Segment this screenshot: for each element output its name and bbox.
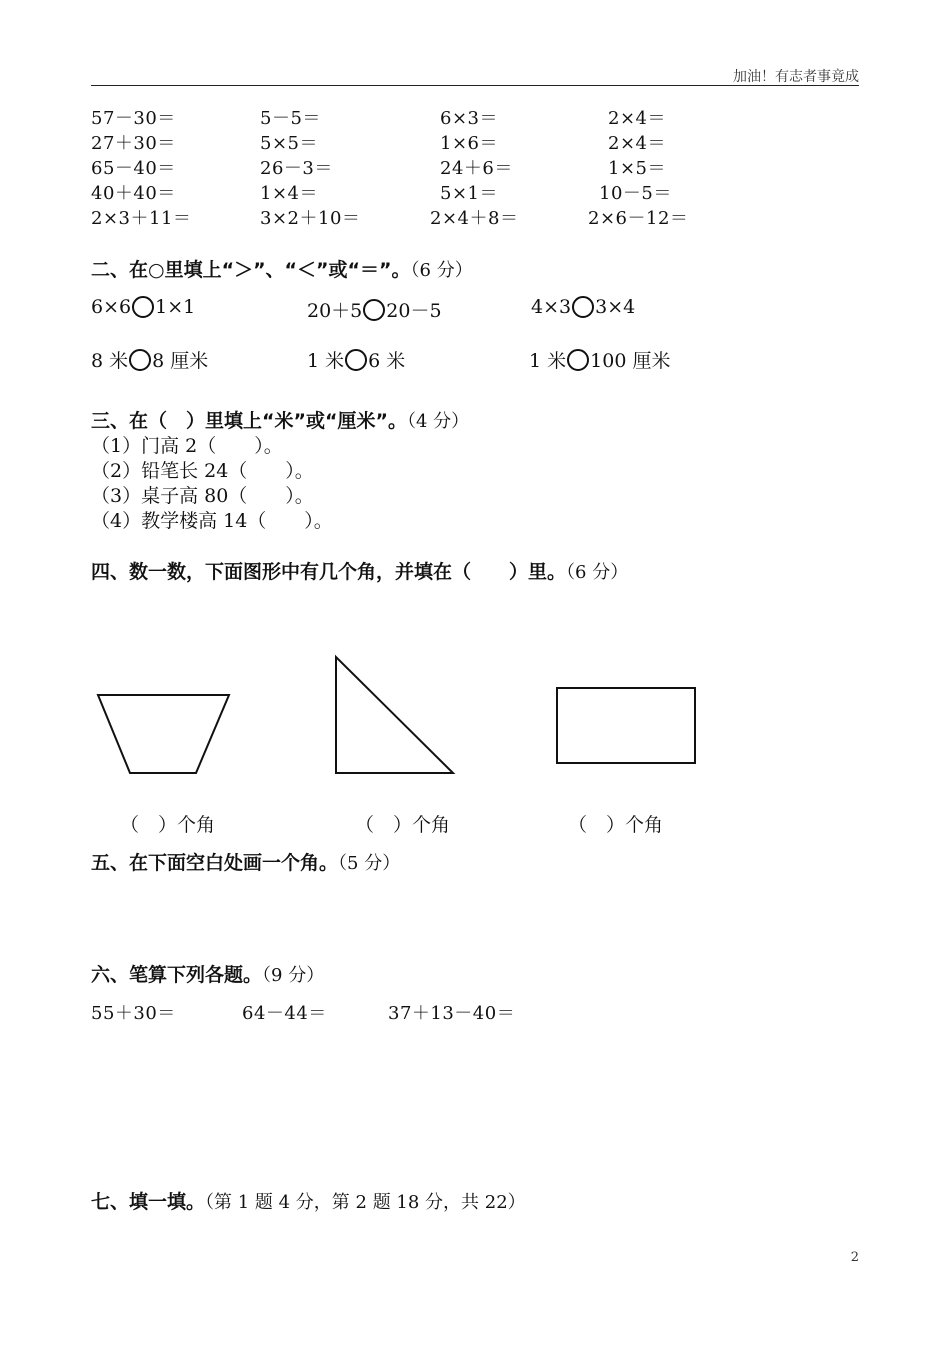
section6-title: 六、笔算下列各题。（9 分） xyxy=(91,964,325,986)
page-number: 2 xyxy=(850,1250,859,1265)
arith-item: 27＋30＝ xyxy=(91,133,176,154)
section5-title: 五、在下面空白处画一个角。（5 分） xyxy=(91,852,401,874)
corner-count-label: （ ）个角 xyxy=(568,814,664,836)
written-calc-item: 37＋13－40＝ xyxy=(388,1003,516,1024)
compare-item: 20＋5 20－5 xyxy=(307,300,442,322)
corner-count-label: （ ）个角 xyxy=(120,814,216,836)
written-calc-item: 64－44＝ xyxy=(242,1003,327,1024)
compare-item: 1 米 100 厘米 xyxy=(529,350,671,372)
section4-title: 四、数一数，下面图形中有几个角，并填在（ ）里。（6 分） xyxy=(91,561,629,583)
arith-item: 1×4＝ xyxy=(260,183,318,204)
arith-item: 5－5＝ xyxy=(260,108,321,129)
right-triangle-shape xyxy=(336,657,453,773)
fill-item: （2）铅笔长 24（ ）。 xyxy=(91,460,314,482)
section7-title: 七、填一填。（第 1 题 4 分，第 2 题 18 分，共 22） xyxy=(91,1191,526,1213)
rectangle-shape xyxy=(557,688,695,763)
section2-title: 二、在○里填上“＞”、“＜”或“＝”。（6 分） xyxy=(91,259,473,281)
fill-item: （4）教学楼高 14（ ）。 xyxy=(91,510,333,532)
arith-item: 1×6＝ xyxy=(440,133,498,154)
arith-item: 2×3＋11＝ xyxy=(91,208,192,229)
header-motto: 加油！有志者事竟成 xyxy=(733,69,859,85)
fill-item: （1）门高 2（ ）。 xyxy=(91,435,283,457)
arith-item: 26－3＝ xyxy=(260,158,333,179)
arith-item: 24＋6＝ xyxy=(440,158,513,179)
corner-count-label: （ ）个角 xyxy=(355,814,451,836)
section3-title: 三、在（ ）里填上“米”或“厘米”。（4 分） xyxy=(91,410,470,432)
arith-item: 5×5＝ xyxy=(260,133,318,154)
compare-item: 4×3 3×4 xyxy=(531,296,636,318)
trapezoid-shape xyxy=(98,695,229,773)
arith-item: 10－5＝ xyxy=(599,183,672,204)
arith-item: 2×4＋8＝ xyxy=(430,208,519,229)
written-calc-item: 55＋30＝ xyxy=(91,1003,176,1024)
arith-item: 3×2＋10＝ xyxy=(260,208,361,229)
fill-item: （3）桌子高 80（ ）。 xyxy=(91,485,314,507)
arith-item: 40＋40＝ xyxy=(91,183,176,204)
arith-item: 5×1＝ xyxy=(440,183,498,204)
arith-item: 2×4＝ xyxy=(608,133,666,154)
compare-item: 1 米 6 米 xyxy=(307,350,406,372)
arith-item: 65－40＝ xyxy=(91,158,176,179)
compare-item: 8 米 8 厘米 xyxy=(91,350,209,372)
arith-item: 1×5＝ xyxy=(608,158,666,179)
arith-item: 6×3＝ xyxy=(440,108,498,129)
arith-item: 57－30＝ xyxy=(91,108,176,129)
arith-item: 2×4＝ xyxy=(608,108,666,129)
arith-item: 2×6－12＝ xyxy=(588,208,689,229)
compare-item: 6×6 1×1 xyxy=(91,296,196,318)
